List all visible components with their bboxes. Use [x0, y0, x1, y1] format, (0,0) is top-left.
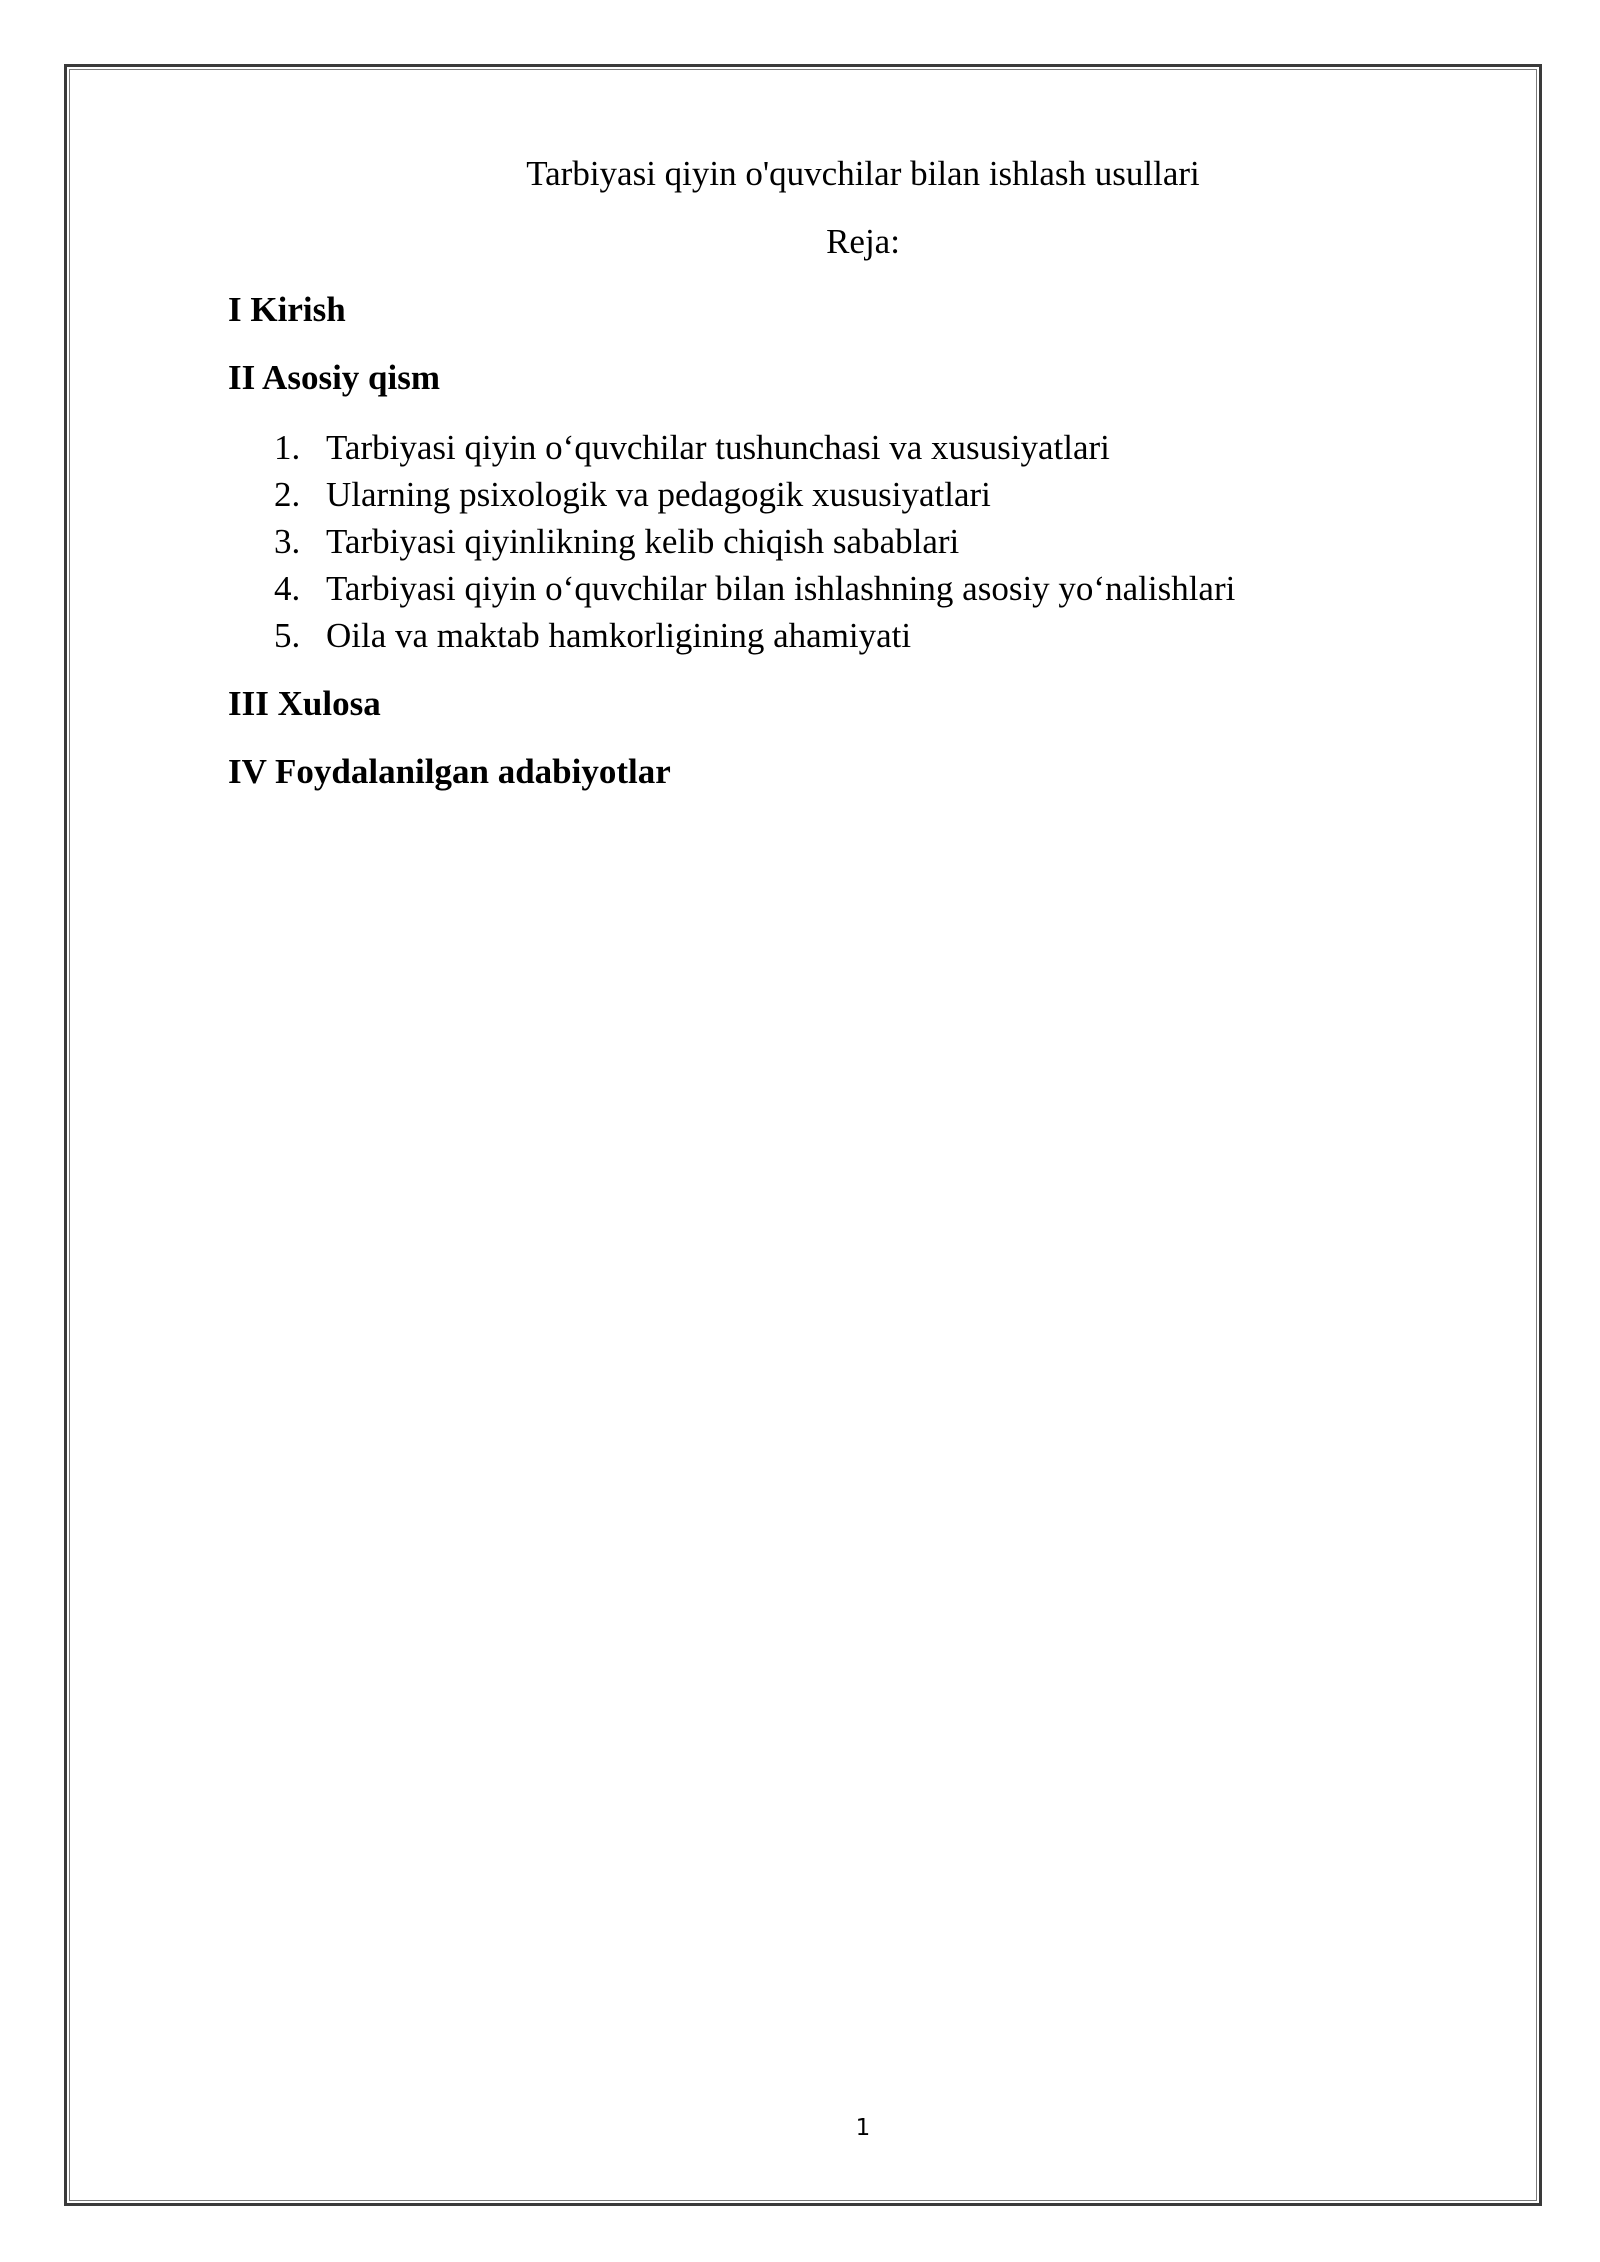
section-heading-main-part: II Asosiy qism [228, 358, 441, 397]
section-heading-references: IV Foydalanilgan adabiyotlar [228, 752, 671, 791]
outline-item-text: Ularning psixologik va pedagogik xususiyatlari [326, 475, 991, 514]
outline-item [228, 424, 1235, 471]
outline-item-text: Tarbiyasi qiyin o‘quvchilar bilan ishlashning asosiy yo‘nalishlari [326, 569, 1236, 608]
outline-list [228, 424, 1235, 659]
outline-item-number: 4. [274, 569, 301, 608]
plan-label: Reja: [826, 222, 900, 261]
outline-item [228, 612, 1235, 659]
outline-item-number: 1. [274, 428, 301, 467]
outline-item-number: 5. [274, 616, 301, 655]
outline-item [228, 518, 1235, 565]
outline-item-text: Tarbiyasi qiyin o‘quvchilar tushunchasi va xususiyatlari [326, 428, 1110, 467]
outline-item-number: 3. [274, 522, 301, 561]
page-number: 1 [855, 2115, 871, 2141]
document-title: Tarbiyasi qiyin o'quvchilar bilan ishlash usullari [526, 154, 1200, 193]
section-heading-conclusion: III Xulosa [228, 684, 381, 723]
outline-item-text: Oila va maktab hamkorligining ahamiyati [326, 616, 912, 655]
outline-item-number: 2. [274, 475, 301, 514]
outline-item [228, 471, 1235, 518]
outline-item [228, 565, 1235, 612]
section-heading-introduction: I Kirish [228, 290, 346, 329]
outline-item-text: Tarbiyasi qiyinlikning kelib chiqish sabablari [326, 522, 960, 561]
